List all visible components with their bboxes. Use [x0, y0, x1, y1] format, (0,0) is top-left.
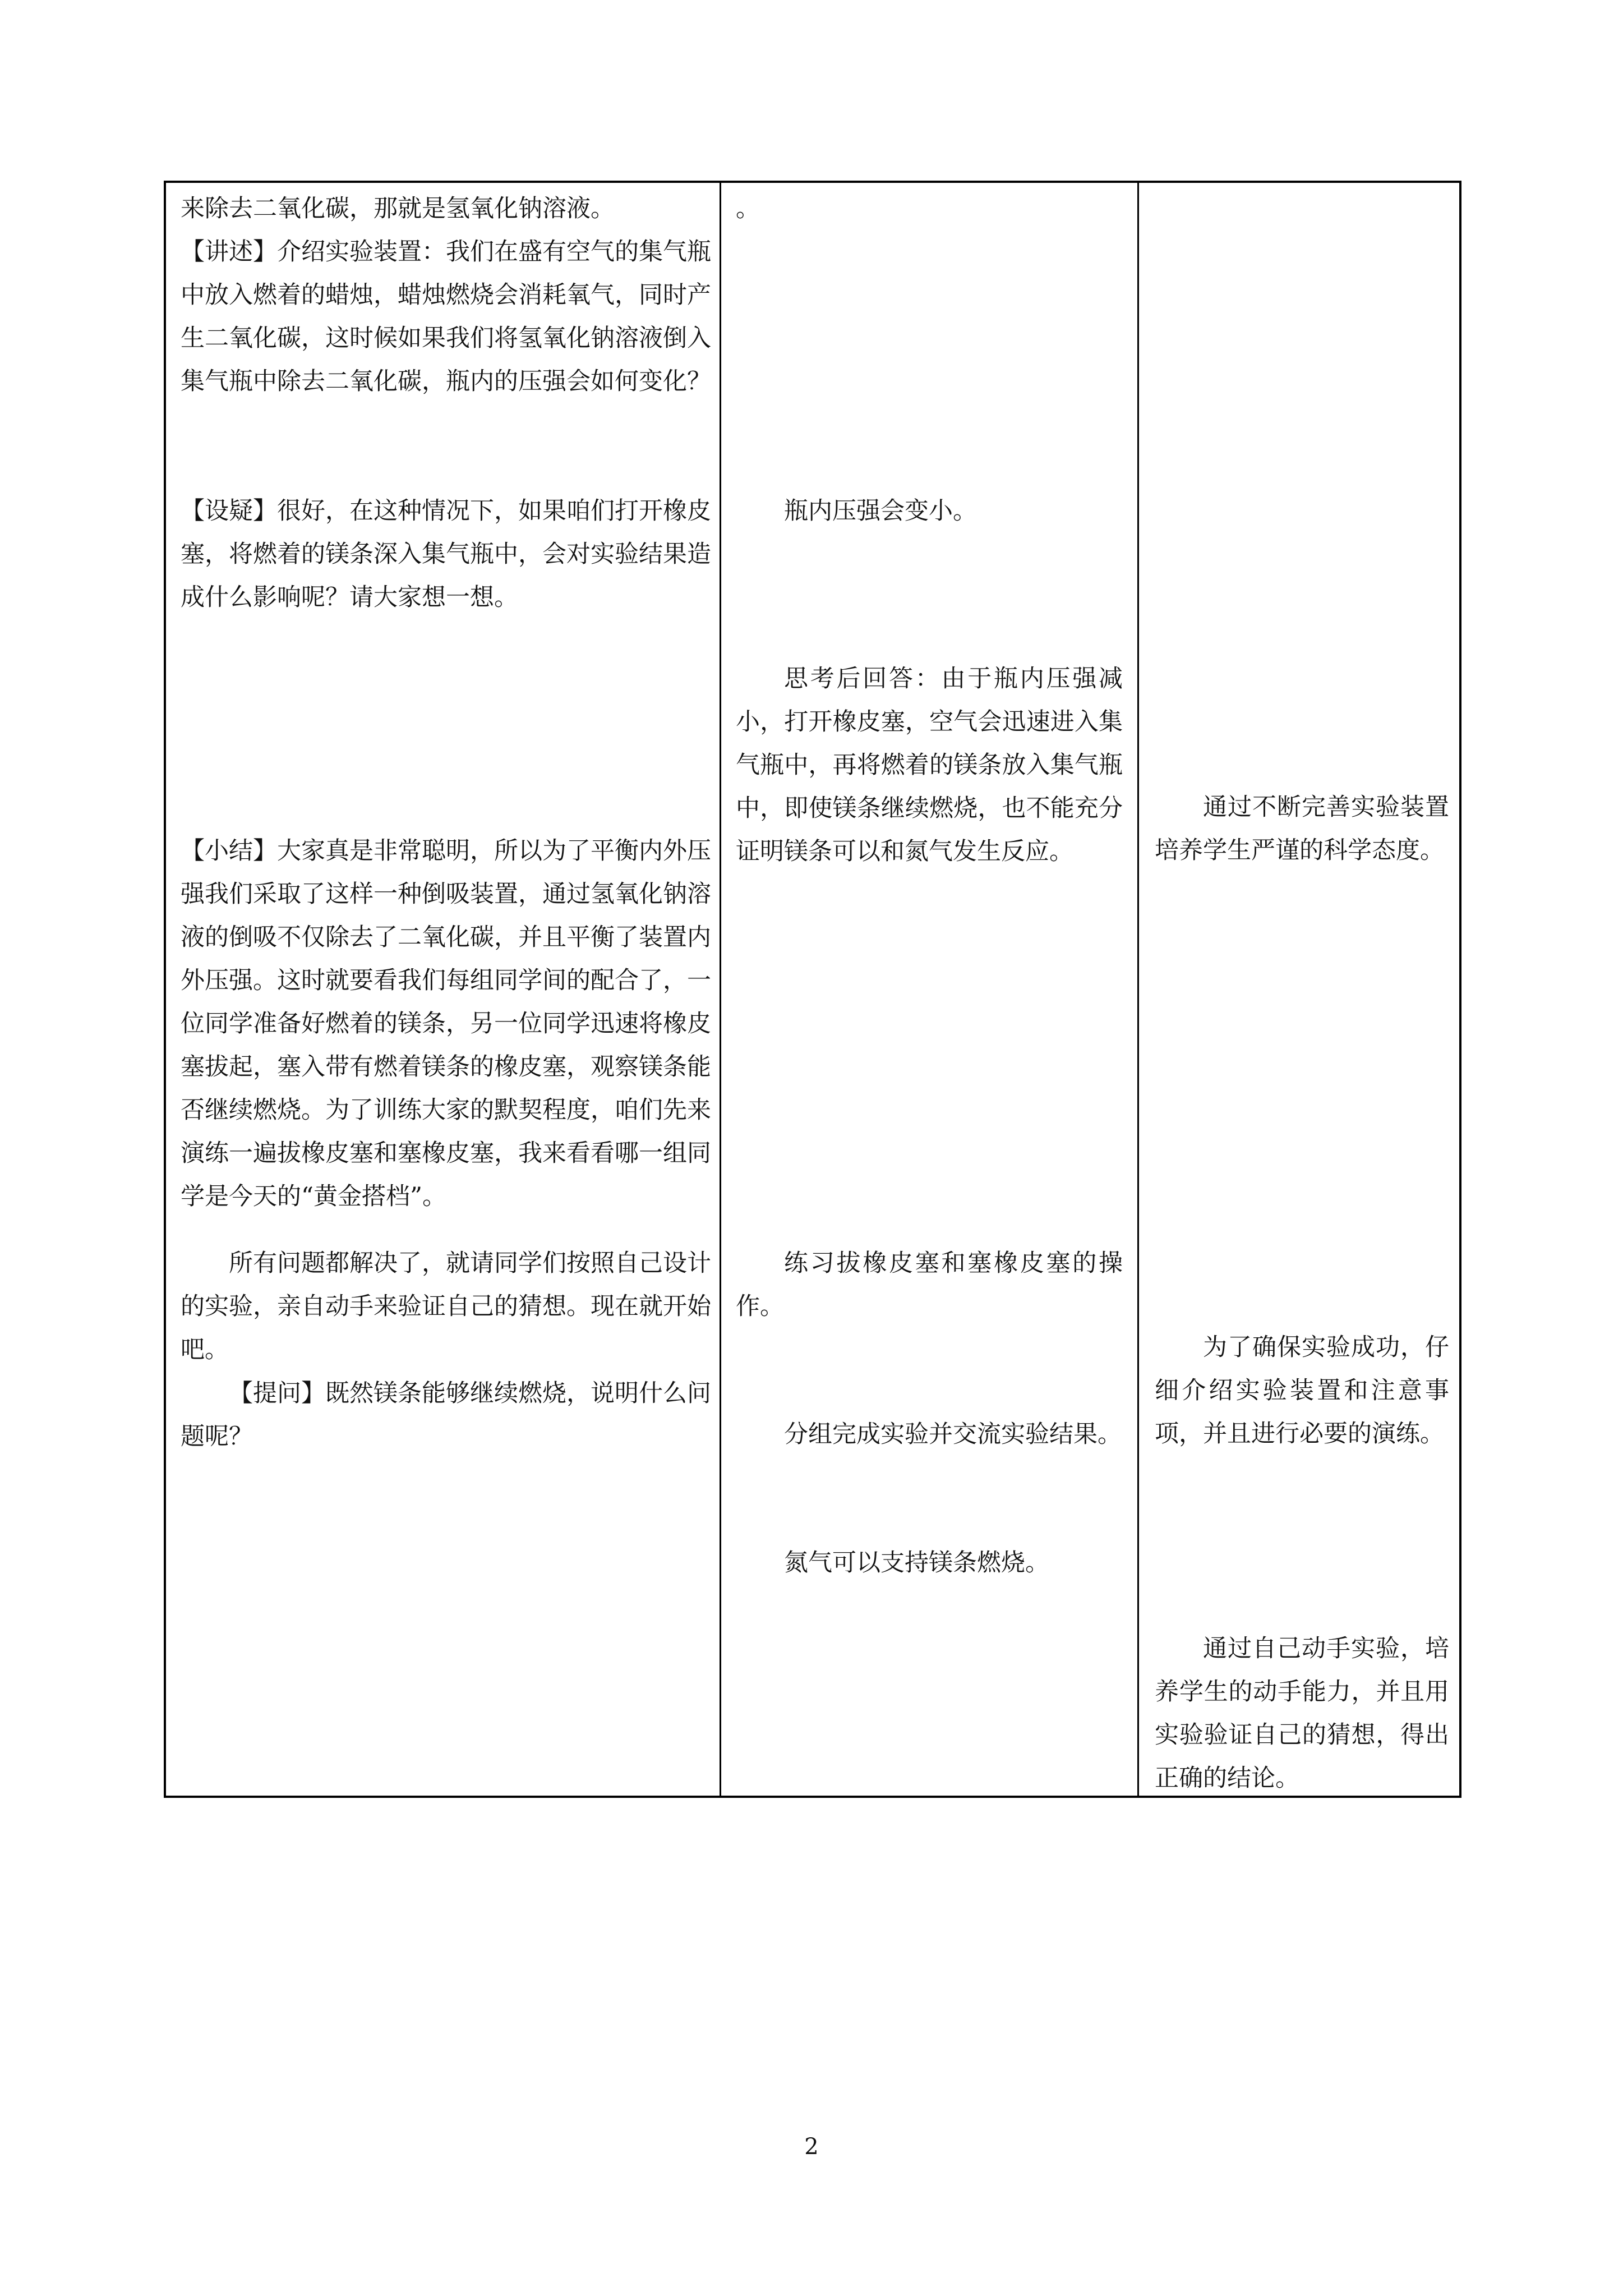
lesson-table: [164, 181, 1461, 1798]
student-text-block: 分组完成实验并交流实验结果。: [784, 1420, 1122, 1448]
student-text-block: 瓶内压强会变小。: [784, 497, 977, 525]
intent-text-block: 为了确保实验成功，仔细介绍实验装置和注意事项，并且进行必要的演练。: [1155, 1333, 1449, 1448]
teacher-text-block: 【讲述】介绍实验装置：我们在盛有空气的集气瓶中放入燃着的蜡烛，蜡烛燃烧会消耗氧气，同时产生二氧化碳，这时候如果我们将氢氧化钠溶液倒入集气瓶中除去二氧化碳，瓶内的压强会如何变化？: [181, 238, 711, 395]
teacher-activity-column: [166, 183, 721, 1796]
teacher-text-block: 【设疑】很好，在这种情况下，如果咱们打开橡皮塞，将燃着的镁条深入集气瓶中，会对实验结果造成什么影响呢？请大家想一想。: [181, 497, 711, 611]
teacher-text-block: 来除去二氧化碳，那就是氢氧化钠溶液。: [181, 195, 615, 223]
page-number: 2: [804, 2134, 819, 2160]
teacher-text-block: 【提问】既然镁条能够继续燃烧，说明什么问题呢？: [181, 1379, 711, 1451]
student-text-block: 思考后回答：由于瓶内压强减小，打开橡皮塞，空气会迅速进入集气瓶中，再将燃着的镁条放入集气瓶中，即使镁条继续燃烧，也不能充分证明镁条可以和氮气发生反应。: [736, 665, 1123, 866]
intent-text-block: 通过自己动手实验，培养学生的动手能力，并且用实验验证自己的猜想，得出正确的结论。: [1155, 1635, 1449, 1792]
student-text-block: 氮气可以支持镁条燃烧。: [784, 1549, 1049, 1577]
student-activity-column: [721, 183, 1139, 1796]
teacher-text-block: 所有问题都解决了，就请同学们按照自己设计的实验，亲自动手来验证自己的猜想。现在就开始吧。: [181, 1249, 711, 1364]
student-text-block: 。: [736, 195, 760, 223]
student-text-block: 练习拔橡皮塞和塞橡皮塞的操作。: [736, 1249, 1123, 1320]
intent-text-block: 通过不断完善实验装置培养学生严谨的科学态度。: [1155, 793, 1449, 864]
design-intent-column: [1139, 183, 1460, 1796]
teacher-text-block: 【小结】大家真是非常聪明，所以为了平衡内外压强我们采取了这样一种倒吸装置，通过氢氧化钠溶液的倒吸不仅除去了二氧化碳，并且平衡了装置内外压强。这时就要看我们每组同学间的配合了，一位同学准备好燃着的镁条，另一位同学迅速将橡皮塞拔起，塞入带有燃着镁条的橡皮塞，观察镁条能否继续燃烧。为了训练大家的默契程度，咱们先来演练一遍拔橡皮塞和塞橡皮塞，我来看看哪一组同学是今天的“黄金搭档”。: [181, 837, 711, 1211]
